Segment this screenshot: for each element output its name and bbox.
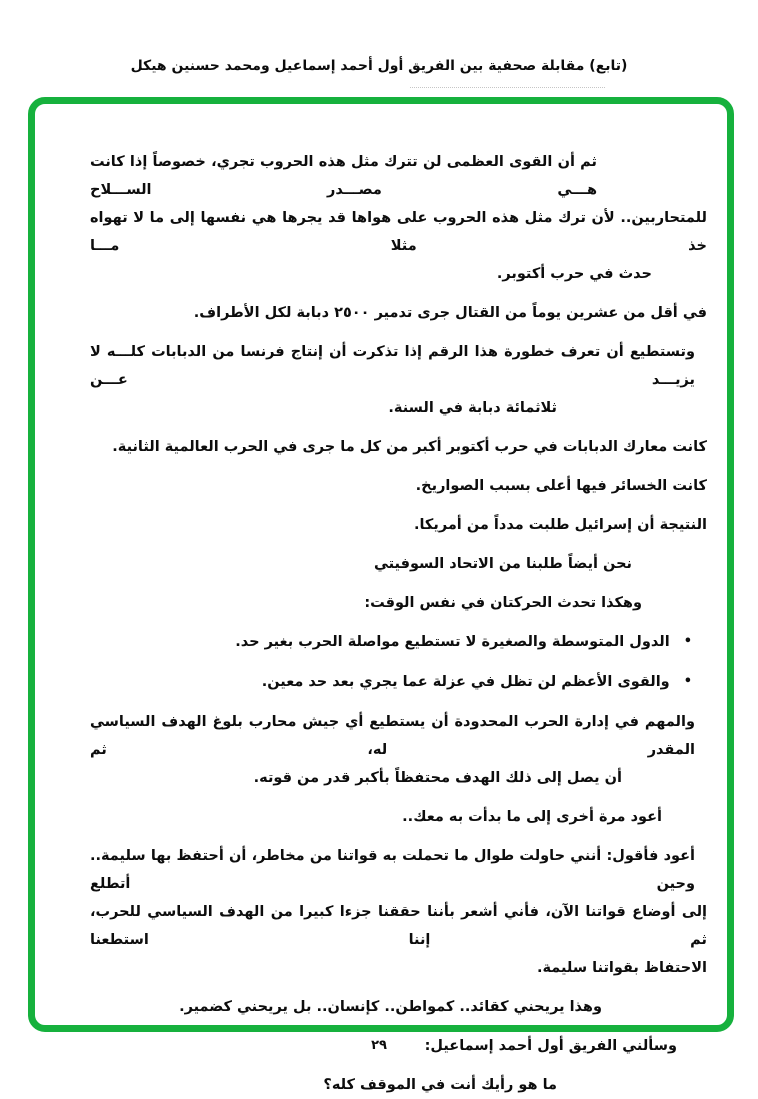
- paragraph: [90, 299, 707, 327]
- bullet-icon: •: [683, 634, 692, 649]
- paragraph: [90, 433, 707, 461]
- text-line: كانت معارك الدبابات في حرب أكتوبر أكبر من كل ما جرى في الحرب العالمية الثانية.: [112, 439, 707, 455]
- text-line: للمتحاربين.. لأن ترك مثل هذه الحروب على هواها قد يجرها هي نفسها إلى ما لا تهواه خذ مثلا مـــا: [90, 210, 707, 254]
- bullet-text: الدول المتوسطة والصغيرة لا تستطيع مواصلة الحرب بغير حد.: [235, 634, 670, 650]
- text-line: أعود مرة أخرى إلى ما بدأت به معك..: [402, 809, 662, 825]
- paragraph: [90, 803, 707, 831]
- text-line: وسألني الفريق أول أحمد إسماعيل:: [424, 1038, 677, 1054]
- text-line: أن يصل إلى ذلك الهدف محتفظاً بأكبر قدر من قوته.: [253, 770, 622, 786]
- paragraph: [90, 1071, 707, 1099]
- text-line: نحن أيضاً طلبنا من الاتحاد السوفيتي: [373, 556, 632, 572]
- paragraph: [90, 148, 707, 288]
- paragraph: [90, 708, 707, 792]
- paragraph: [90, 993, 707, 1021]
- text-line: الاحتفاظ بقواتنا سليمة.: [536, 960, 707, 976]
- bullet-icon: •: [683, 674, 692, 689]
- page-title: (تابع) مقابلة صحفية بين الفريق أول أحمد إسماعيل ومحمد حسنين هيكل: [130, 58, 628, 74]
- paragraph: [90, 589, 707, 617]
- text-line: ثم أن القوى العظمى لن تترك مثل هذه الحروب تجري، خصوصاً إذا كانت هـــي مصـــدر الســـلاح: [90, 154, 597, 198]
- text-line: وهذا يريحني كقائد.. كمواطن.. كإنسان.. بل يريحني كضمير.: [179, 999, 602, 1015]
- paragraph: [90, 511, 707, 539]
- scan-artifact-line: [410, 87, 605, 88]
- text-line: وهكذا تحدث الحركتان في نفس الوقت:: [364, 595, 642, 611]
- paragraph: [90, 338, 707, 422]
- text-line: كانت الخسائر فيها أعلى بسبب الصواريخ.: [415, 478, 707, 494]
- text-line: [90, 668, 707, 697]
- text-line: أعود فأقول: أنني حاولت طوال ما تحملت به قواتنا من مخاطر، أن أحتفظ بها سليمة.. وحين أتطلع: [90, 848, 695, 892]
- paragraph: [90, 842, 707, 982]
- bullet-paragraph: [90, 628, 707, 657]
- bullet-text: والقوى الأعظم لن تظل في عزلة عما يجري بعد حد معين.: [261, 674, 670, 690]
- bullet-paragraph: [90, 668, 707, 697]
- paragraph: [90, 472, 707, 500]
- text-line: النتيجة أن إسرائيل طلبت مدداً من أمريكا.: [413, 517, 707, 533]
- text-line: إلى أوضاع قواتنا الآن، فأني أشعر بأننا حققنا جزءا كبيرا من الهدف السياسي للحرب، ثم إننا استطعنا: [90, 904, 707, 948]
- paragraph: [90, 550, 707, 578]
- text-line: [90, 628, 707, 657]
- text-line: حدث في حرب أكتوبر.: [496, 266, 652, 282]
- text-line: وتستطيع أن تعرف خطورة هذا الرقم إذا تذكرت أن إنتاج فرنسا من الدبابات كلـــه لا يزيـــد عـــن: [90, 344, 695, 388]
- text-line: ثلاثمائة دبابة في السنة.: [388, 400, 557, 416]
- document-content: [35, 104, 727, 1099]
- page-number: ٢٩: [371, 1038, 387, 1053]
- text-line: ما هو رأيك أنت في الموقف كله؟: [323, 1077, 557, 1093]
- text-line: والمهم في إدارة الحرب المحدودة أن يستطيع أي جيش محارب بلوغ الهدف السياسي المقدر له، ثم: [90, 714, 695, 758]
- text-line: في أقل من عشرين يوماً من القتال جرى تدمير ٢٥٠٠ دبابة لكل الأطراف.: [193, 305, 707, 321]
